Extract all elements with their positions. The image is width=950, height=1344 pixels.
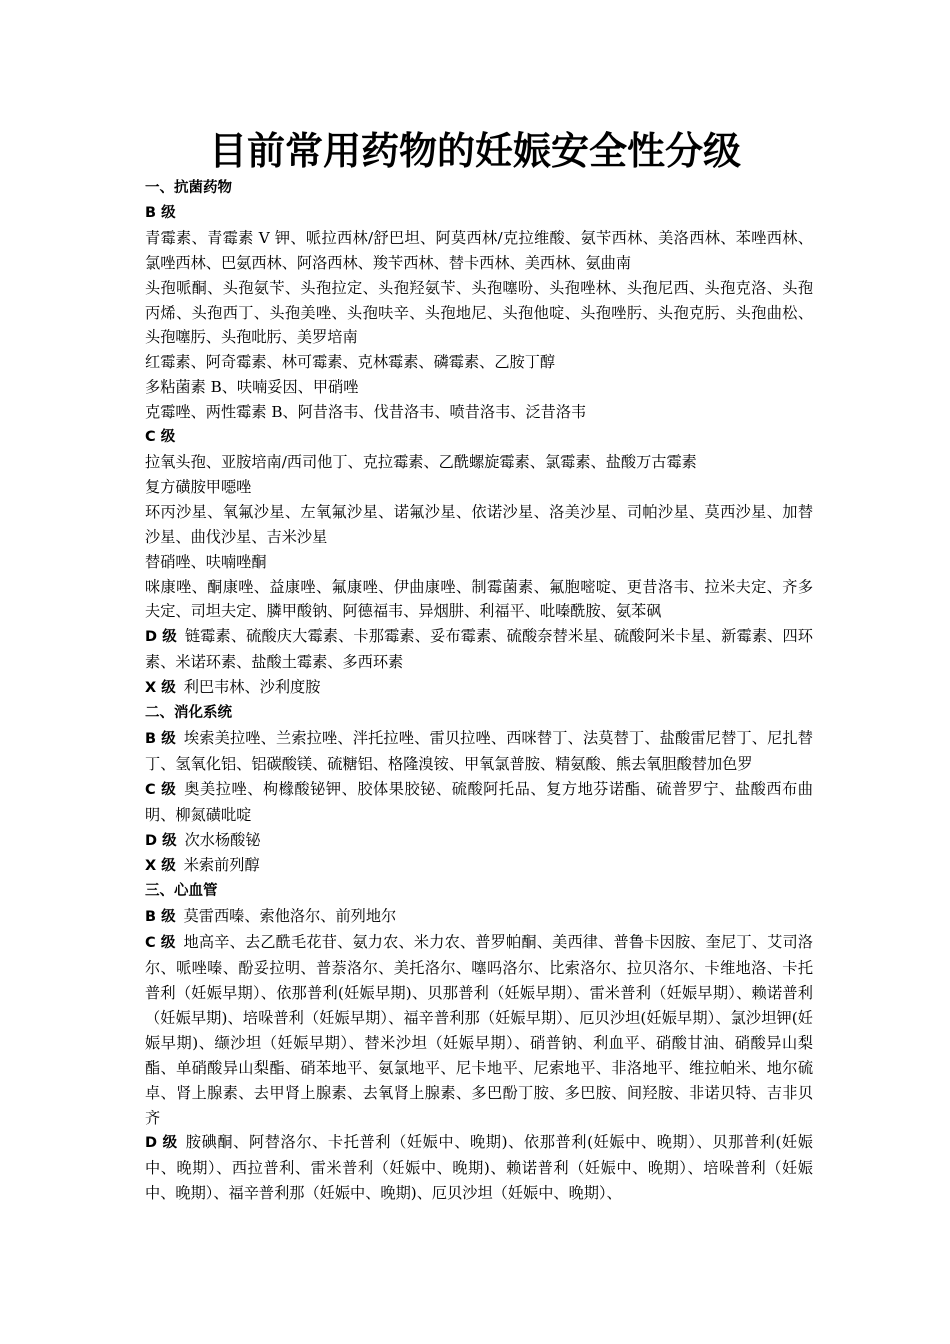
grade-label: C 级: [145, 429, 176, 446]
grade-label: D 级: [145, 1135, 178, 1152]
section-heading: 二、消化系统: [145, 705, 232, 722]
drug-list: 利巴韦林、沙利度胺: [183, 678, 321, 697]
grade-entry: [145, 726, 813, 777]
drug-list: 莫雷西嗪、索他洛尔、前列地尔: [183, 907, 397, 926]
drug-list: 红霉素、阿奇霉素、林可霉素、克林霉素、磷霉素、乙胺丁醇: [145, 353, 556, 372]
drug-list: 复方磺胺甲噁唑: [145, 477, 252, 496]
drug-list: 埃索美拉唑、兰索拉唑、泮托拉唑、雷贝拉唑、西咪替丁、法莫替丁、盐酸雷尼替丁、尼扎替丁、氢氧化铝、铝碳酸镁、硫糖铝、格隆溴铵、甲氧氯普胺、精氨酸、熊去氧胆酸替加色罗: [145, 728, 813, 773]
grade-entry: [145, 777, 813, 828]
drug-list: 地高辛、去乙酰毛花苷、氨力农、米力农、普罗帕酮、美西律、普鲁卡因胺、奎尼丁、艾司洛尔、哌唑嗪、酚妥拉明、普萘洛尔、美托洛尔、噻吗洛尔、比索洛尔、拉贝洛尔、卡维地洛、卡托普利（妊娠早期）、依那普利(妊娠早期)、贝那普利（妊娠早期）、雷米普利（妊娠早期）、赖诺普利（妊娠早期)、培哚普利（妊娠早期）、福辛普利那（妊娠早期）、厄贝沙坦(妊娠早期）、氯沙坦钾(妊娠早期)、缬沙坦（妊娠早期）、替米沙坦（妊娠早期）、硝普钠、利血平、硝酸甘油、硝酸异山梨酯、单硝酸异山梨酯、硝苯地平、氨氯地平、尼卡地平、尼索地平、非洛地平、维拉帕米、地尔硫卓、肾上腺素、去甲肾上腺素、去氧肾上腺素、多巴酚丁胺、多巴胺、间羟胺、非诺贝特、吉非贝齐: [145, 933, 813, 1127]
grade-entry: [145, 624, 813, 675]
drug-list: 头孢哌酮、头孢氨苄、头孢拉定、头孢羟氨苄、头孢噻吩、头孢唑林、头孢尼西、头孢克洛、头孢丙烯、头孢西丁、头孢美唑、头孢呋辛、头孢地尼、头孢他啶、头孢唑肟、头孢克肟、头孢曲松、头孢噻肟、头孢吡肟、美罗培南: [145, 278, 813, 347]
drug-list: 次水杨酸铋: [184, 830, 261, 849]
drug-list: 多粘菌素 B、呋喃妥因、甲硝唑: [145, 378, 359, 397]
grade-entry: [145, 930, 813, 1130]
grade-label: B 级: [145, 204, 176, 221]
document-title: 目前常用药物的妊娠安全性分级: [208, 128, 741, 173]
drug-list: 胺碘酮、阿替洛尔、卡托普利（妊娠中、晚期)、依那普利(妊娠中、晚期）、贝那普利(妊娠中、晚期）、西拉普利、雷米普利（妊娠中、晚期)、赖诺普利（妊娠中、晚期）、培哚普利（妊娠中、晚期）、福辛普利那（妊娠中、晚期)、厄贝沙坦（妊娠中、晚期）、: [145, 1133, 813, 1203]
drug-list: 米索前列醇: [183, 856, 260, 875]
drug-list: 奥美拉唑、枸橼酸铋钾、胶体果胶铋、硫酸阿托品、复方地芬诺酯、硫普罗宁、盐酸西布曲明、柳氮磺吡啶: [145, 779, 813, 824]
drug-list: 环丙沙星、氧氟沙星、左氧氟沙星、诺氟沙星、依诺沙星、洛美沙星、司帕沙星、莫西沙星、加替沙星、曲伐沙星、吉米沙星: [145, 502, 813, 546]
grade-label: C 级: [145, 935, 176, 952]
grade-label: C 级: [145, 781, 177, 798]
drug-list: 咪康唑、酮康唑、益康唑、氟康唑、伊曲康唑、制霉菌素、氟胞嘧啶、更昔洛韦、拉米夫定、齐多夫定、司坦夫定、膦甲酸钠、阿德福韦、异烟肼、利福平、吡嗪酰胺、氨苯砜: [145, 577, 813, 621]
grade-entry: [145, 853, 813, 879]
grade-label: B 级: [145, 730, 176, 747]
section-heading: 三、心血管: [145, 883, 218, 900]
drug-list: 拉氧头孢、亚胺培南/西司他丁、克拉霉素、乙酰螺旋霉素、氯霉素、盐酸万古霉素: [145, 452, 697, 471]
grade-entry: [145, 675, 813, 701]
grade-label: X 级: [145, 858, 176, 875]
drug-list: 替硝唑、呋喃唑酮: [145, 552, 267, 571]
grade-label: D 级: [145, 832, 177, 849]
drug-list: 青霉素、青霉素 V 钾、哌拉西林/舒巴坦、阿莫西林/克拉维酸、氨苄西林、美洛西林、苯唑西林、氯唑西林、巴氨西林、阿洛西林、羧苄西林、替卡西林、美西林、氨曲南: [145, 228, 813, 272]
grade-entry: [145, 1130, 813, 1206]
drug-list: 克霉唑、两性霉素 B、阿昔洛韦、伐昔洛韦、喷昔洛韦、泛昔洛韦: [145, 403, 587, 422]
grade-entry: [145, 828, 813, 854]
grade-label: B 级: [145, 909, 176, 926]
document-body: [145, 176, 813, 1206]
grade-label: D 级: [145, 629, 177, 646]
grade-entry: [145, 904, 813, 930]
drug-list: 链霉素、硫酸庆大霉素、卡那霉素、妥布霉素、硫酸奈替米星、硫酸阿米卡星、新霉素、四环素、米诺环素、盐酸土霉素、多西环素: [145, 627, 813, 672]
grade-label: X 级: [145, 680, 176, 697]
section-heading: 一、抗菌药物: [145, 180, 232, 196]
